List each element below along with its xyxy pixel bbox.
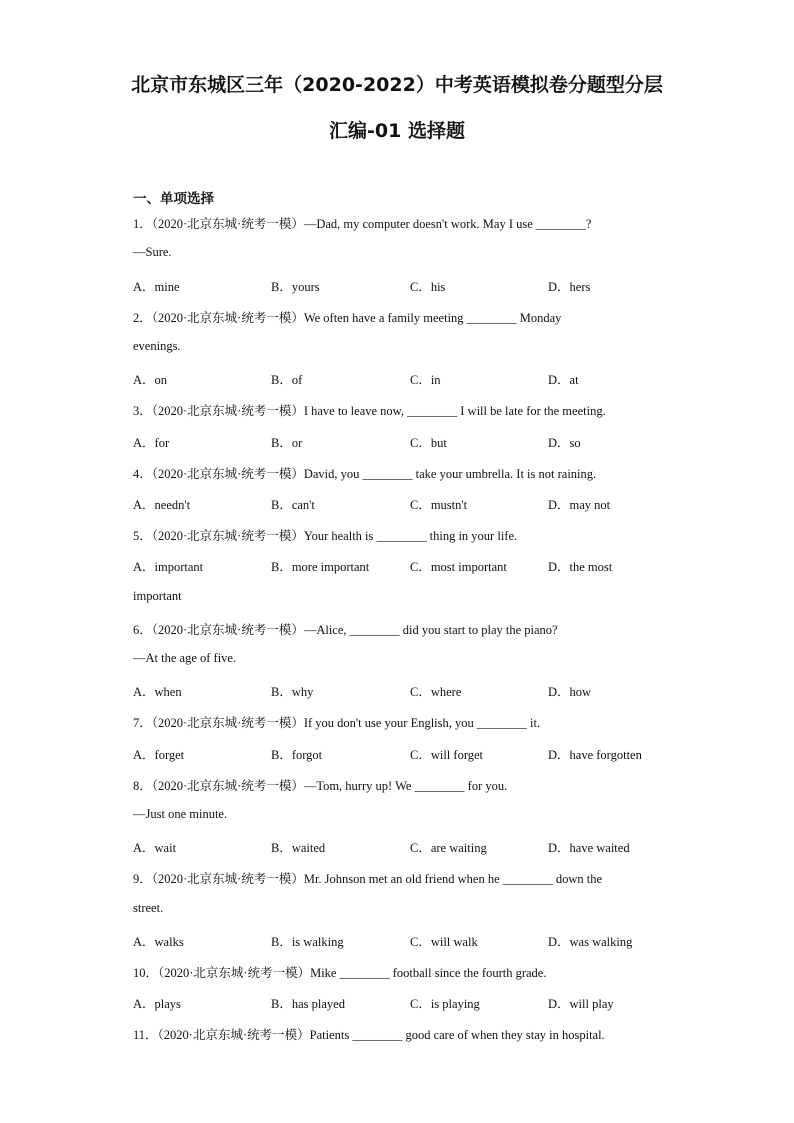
option-d: D．how [548, 685, 592, 699]
option-d: D．have forgotten [548, 748, 642, 762]
option-b: B．has played [271, 997, 345, 1011]
question-10-stem: 10．（2020·北京东城·统考一模）Mike ________ football since the fourth grade. [133, 966, 547, 980]
option-d: D．have waited [548, 841, 630, 855]
option-c: C．but [410, 436, 447, 450]
option-a: A．wait [133, 841, 177, 855]
question-7-stem: 7．（2020·北京东城·统考一模）If you don't use your English, you ________ it. [133, 716, 541, 730]
option-c: C．in [410, 373, 441, 387]
section-heading: 一、单项选择 [133, 191, 214, 207]
question-5-option-d-continuation: important [133, 589, 182, 603]
option-b: B．why [271, 685, 314, 699]
option-b: B．of [271, 373, 303, 387]
option-a: A．important [133, 560, 204, 574]
option-c: C．his [410, 280, 446, 294]
option-c: C．is playing [410, 997, 480, 1011]
option-a: A．mine [133, 280, 180, 294]
question-6-continuation: —At the age of five. [133, 651, 237, 665]
question-3-stem: 3．（2020·北京东城·统考一模）I have to leave now, ________ I will be late for the meeting. [133, 404, 606, 418]
document-title-line-1: 北京市东城区三年（2020-2022）中考英语模拟卷分题型分层 [131, 74, 663, 96]
option-b: B．forgot [271, 748, 323, 762]
option-b: B．is walking [271, 935, 344, 949]
option-a: A．on [133, 373, 168, 387]
question-2-stem: 2．（2020·北京东城·统考一模）We often have a family meeting ________ Monday [133, 311, 562, 325]
option-b: B．yours [271, 280, 320, 294]
option-d: D．at [548, 373, 579, 387]
option-a: A．when [133, 685, 182, 699]
option-c: C．are waiting [410, 841, 487, 855]
option-c: C．where [410, 685, 462, 699]
option-a: A．plays [133, 997, 181, 1011]
option-d: D．hers [548, 280, 591, 294]
question-2-continuation: evenings. [133, 339, 181, 353]
option-b: B．waited [271, 841, 326, 855]
question-9-stem: 9．（2020·北京东城·统考一模）Mr. Johnson met an old friend when he ________ down the [133, 872, 603, 886]
option-c: C．mustn't [410, 498, 468, 512]
question-1-continuation: —Sure. [133, 245, 172, 259]
option-c: C．will forget [410, 748, 484, 762]
option-a: A．for [133, 436, 170, 450]
question-4-stem: 4．（2020·北京东城·统考一模）David, you ________ take your umbrella. It is not raining. [133, 467, 597, 481]
question-6-stem: 6．（2020·北京东城·统考一模）—Alice, ________ did you start to play the piano? [133, 623, 558, 637]
option-d: D．so [548, 436, 581, 450]
option-a: A．walks [133, 935, 184, 949]
option-a: A．forget [133, 748, 185, 762]
option-b: B．can't [271, 498, 315, 512]
option-d: D．the most [548, 560, 613, 574]
option-a: A．needn't [133, 498, 191, 512]
option-c: C．most important [410, 560, 507, 574]
option-d: D．was walking [548, 935, 633, 949]
option-b: B．or [271, 436, 303, 450]
option-c: C．will walk [410, 935, 478, 949]
question-8-stem: 8．（2020·北京东城·统考一模）—Tom, hurry up! We ________ for you. [133, 779, 508, 793]
question-11-stem: 11．（2020·北京东城·统考一模）Patients ________ good care of when they stay in hospital. [133, 1028, 605, 1042]
question-9-continuation: street. [133, 901, 164, 915]
question-8-continuation: —Just one minute. [133, 807, 228, 821]
question-1-stem: 1．（2020·北京东城·统考一模）—Dad, my computer doesn't work. May I use ________? [133, 217, 592, 231]
option-d: D．may not [548, 498, 611, 512]
question-5-stem: 5．（2020·北京东城·统考一模）Your health is ________ thing in your life. [133, 529, 518, 543]
option-b: B．more important [271, 560, 370, 574]
document-title-line-2: 汇编-01 选择题 [329, 120, 465, 142]
option-d: D．will play [548, 997, 614, 1011]
